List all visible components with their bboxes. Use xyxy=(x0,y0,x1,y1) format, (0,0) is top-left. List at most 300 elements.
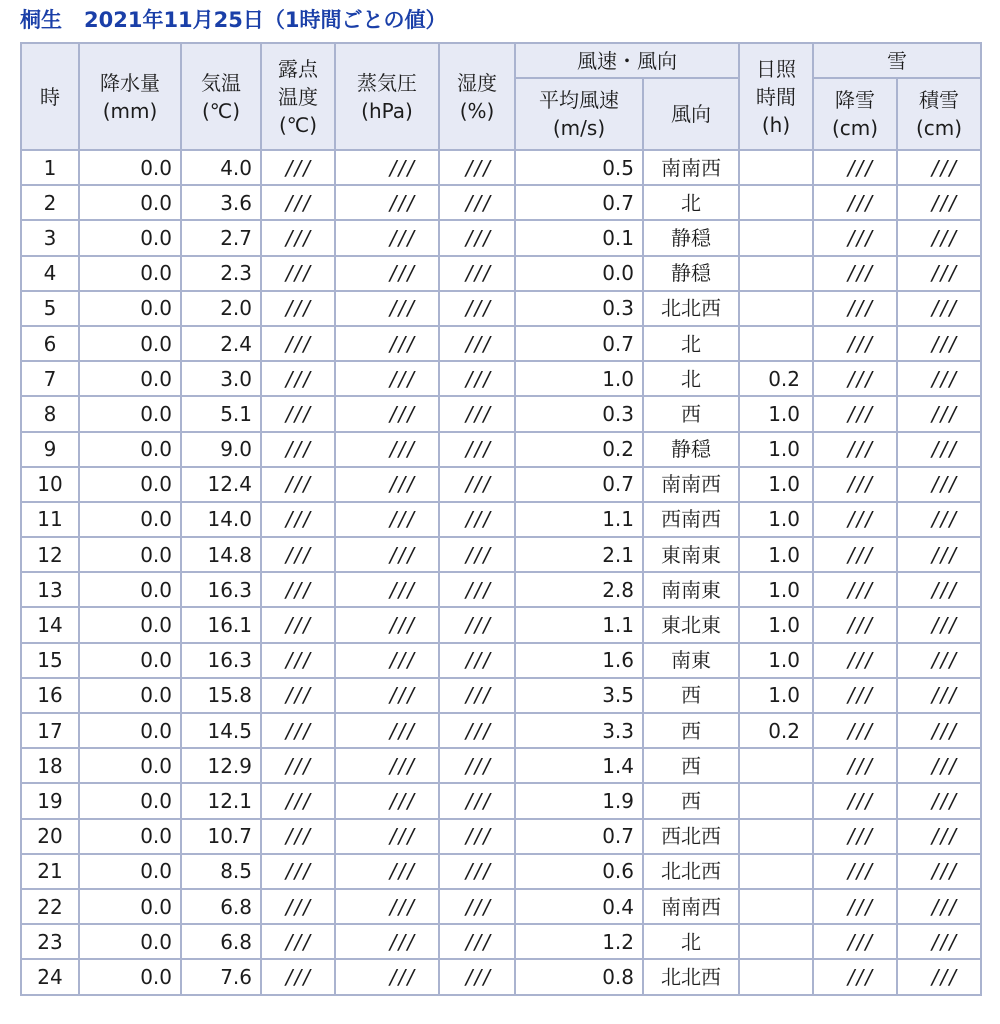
cell-wind-speed: 3.3 xyxy=(515,713,643,748)
cell-humidity: /// xyxy=(439,361,515,396)
cell-vapor-pressure: /// xyxy=(335,748,439,783)
cell-wind-direction: 西 xyxy=(643,748,739,783)
cell-precipitation: 0.0 xyxy=(79,150,181,185)
table-row xyxy=(21,291,981,326)
cell-wind-direction: 南南西 xyxy=(643,150,739,185)
cell-wind-direction: 北 xyxy=(643,185,739,220)
table-body xyxy=(21,150,981,995)
cell-hour: 22 xyxy=(21,889,79,924)
cell-wind-direction: 静穏 xyxy=(643,220,739,255)
cell-precipitation: 0.0 xyxy=(79,291,181,326)
cell-temperature: 3.0 xyxy=(181,361,261,396)
cell-snow-depth: /// xyxy=(897,185,981,220)
cell-dewpoint: /// xyxy=(261,854,335,889)
table-row xyxy=(21,643,981,678)
cell-dewpoint: /// xyxy=(261,326,335,361)
cell-snow-depth: /// xyxy=(897,678,981,713)
header-snow-depth: 積雪 (cm) xyxy=(897,78,981,150)
cell-sunshine: 0.2 xyxy=(739,361,813,396)
cell-vapor-pressure: /// xyxy=(335,326,439,361)
cell-wind-direction: 南南西 xyxy=(643,889,739,924)
cell-snowfall: /// xyxy=(813,783,897,818)
cell-humidity: /// xyxy=(439,326,515,361)
cell-hour: 16 xyxy=(21,678,79,713)
table-row xyxy=(21,607,981,642)
cell-snow-depth: /// xyxy=(897,572,981,607)
cell-dewpoint: /// xyxy=(261,467,335,502)
station-name: 桐生 xyxy=(20,8,62,32)
cell-precipitation: 0.0 xyxy=(79,819,181,854)
cell-wind-speed: 3.5 xyxy=(515,678,643,713)
table-row xyxy=(21,361,981,396)
cell-vapor-pressure: /// xyxy=(335,713,439,748)
cell-sunshine: 1.0 xyxy=(739,607,813,642)
table-row xyxy=(21,854,981,889)
cell-precipitation: 0.0 xyxy=(79,643,181,678)
cell-wind-direction: 西 xyxy=(643,783,739,818)
cell-sunshine xyxy=(739,819,813,854)
cell-snow-depth: /// xyxy=(897,291,981,326)
table-row xyxy=(21,150,981,185)
cell-snowfall: /// xyxy=(813,607,897,642)
cell-hour: 9 xyxy=(21,432,79,467)
cell-precipitation: 0.0 xyxy=(79,607,181,642)
cell-snowfall: /// xyxy=(813,396,897,431)
cell-dewpoint: /// xyxy=(261,713,335,748)
cell-sunshine: 1.0 xyxy=(739,502,813,537)
cell-hour: 21 xyxy=(21,854,79,889)
cell-wind-direction: 北北西 xyxy=(643,854,739,889)
cell-humidity: /// xyxy=(439,643,515,678)
table-row xyxy=(21,467,981,502)
cell-temperature: 9.0 xyxy=(181,432,261,467)
cell-snowfall: /// xyxy=(813,889,897,924)
cell-wind-direction: 北 xyxy=(643,924,739,959)
cell-temperature: 8.5 xyxy=(181,854,261,889)
cell-precipitation: 0.0 xyxy=(79,326,181,361)
cell-wind-direction: 南南東 xyxy=(643,572,739,607)
cell-dewpoint: /// xyxy=(261,643,335,678)
cell-wind-direction: 東南東 xyxy=(643,537,739,572)
cell-sunshine xyxy=(739,326,813,361)
table-row xyxy=(21,396,981,431)
header-humidity: 湿度 (%) xyxy=(439,43,515,150)
cell-wind-speed: 2.8 xyxy=(515,572,643,607)
cell-snow-depth: /// xyxy=(897,220,981,255)
cell-temperature: 14.0 xyxy=(181,502,261,537)
cell-wind-speed: 0.4 xyxy=(515,889,643,924)
cell-humidity: /// xyxy=(439,783,515,818)
cell-temperature: 5.1 xyxy=(181,396,261,431)
cell-vapor-pressure: /// xyxy=(335,572,439,607)
cell-precipitation: 0.0 xyxy=(79,361,181,396)
cell-temperature: 2.4 xyxy=(181,326,261,361)
cell-dewpoint: /// xyxy=(261,959,335,994)
cell-snow-depth: /// xyxy=(897,889,981,924)
cell-temperature: 14.5 xyxy=(181,713,261,748)
cell-humidity: /// xyxy=(439,889,515,924)
cell-dewpoint: /// xyxy=(261,256,335,291)
table-row xyxy=(21,678,981,713)
cell-sunshine: 1.0 xyxy=(739,467,813,502)
cell-dewpoint: /// xyxy=(261,537,335,572)
page-title xyxy=(20,4,447,36)
table-row xyxy=(21,432,981,467)
cell-snow-depth: /// xyxy=(897,713,981,748)
cell-hour: 6 xyxy=(21,326,79,361)
cell-vapor-pressure: /// xyxy=(335,502,439,537)
cell-humidity: /// xyxy=(439,713,515,748)
cell-wind-speed: 1.6 xyxy=(515,643,643,678)
cell-snow-depth: /// xyxy=(897,326,981,361)
header-snowfall: 降雪 (cm) xyxy=(813,78,897,150)
cell-hour: 11 xyxy=(21,502,79,537)
cell-humidity: /// xyxy=(439,959,515,994)
cell-hour: 8 xyxy=(21,396,79,431)
table-row xyxy=(21,783,981,818)
cell-snowfall: /// xyxy=(813,678,897,713)
cell-snowfall: /// xyxy=(813,959,897,994)
cell-precipitation: 0.0 xyxy=(79,713,181,748)
cell-vapor-pressure: /// xyxy=(335,537,439,572)
cell-wind-speed: 1.2 xyxy=(515,924,643,959)
cell-snow-depth: /// xyxy=(897,150,981,185)
cell-wind-speed: 0.8 xyxy=(515,959,643,994)
cell-temperature: 7.6 xyxy=(181,959,261,994)
cell-precipitation: 0.0 xyxy=(79,678,181,713)
cell-precipitation: 0.0 xyxy=(79,889,181,924)
cell-dewpoint: /// xyxy=(261,607,335,642)
cell-wind-speed: 1.1 xyxy=(515,502,643,537)
cell-precipitation: 0.0 xyxy=(79,432,181,467)
cell-sunshine xyxy=(739,150,813,185)
cell-dewpoint: /// xyxy=(261,572,335,607)
cell-temperature: 16.3 xyxy=(181,643,261,678)
cell-sunshine: 1.0 xyxy=(739,396,813,431)
cell-vapor-pressure: /// xyxy=(335,291,439,326)
cell-dewpoint: /// xyxy=(261,748,335,783)
cell-vapor-pressure: /// xyxy=(335,889,439,924)
cell-temperature: 6.8 xyxy=(181,924,261,959)
cell-vapor-pressure: /// xyxy=(335,185,439,220)
cell-precipitation: 0.0 xyxy=(79,185,181,220)
table-row xyxy=(21,185,981,220)
cell-sunshine xyxy=(739,959,813,994)
cell-wind-speed: 1.1 xyxy=(515,607,643,642)
cell-snowfall: /// xyxy=(813,432,897,467)
cell-snowfall: /// xyxy=(813,572,897,607)
cell-snow-depth: /// xyxy=(897,361,981,396)
cell-wind-direction: 静穏 xyxy=(643,256,739,291)
cell-hour: 7 xyxy=(21,361,79,396)
cell-snowfall: /// xyxy=(813,502,897,537)
cell-humidity: /// xyxy=(439,150,515,185)
cell-vapor-pressure: /// xyxy=(335,819,439,854)
cell-dewpoint: /// xyxy=(261,889,335,924)
cell-dewpoint: /// xyxy=(261,502,335,537)
table-row xyxy=(21,572,981,607)
cell-snowfall: /// xyxy=(813,819,897,854)
cell-snowfall: /// xyxy=(813,150,897,185)
cell-humidity: /// xyxy=(439,467,515,502)
header-wind-speed: 平均風速 (m/s) xyxy=(515,78,643,150)
cell-temperature: 12.9 xyxy=(181,748,261,783)
cell-snowfall: /// xyxy=(813,220,897,255)
cell-dewpoint: /// xyxy=(261,783,335,818)
cell-humidity: /// xyxy=(439,291,515,326)
cell-precipitation: 0.0 xyxy=(79,220,181,255)
table-row xyxy=(21,819,981,854)
cell-snow-depth: /// xyxy=(897,502,981,537)
cell-sunshine: 1.0 xyxy=(739,678,813,713)
cell-wind-direction: 北 xyxy=(643,326,739,361)
header-vapor-pressure: 蒸気圧 (hPa) xyxy=(335,43,439,150)
cell-humidity: /// xyxy=(439,924,515,959)
cell-sunshine: 1.0 xyxy=(739,643,813,678)
cell-snow-depth: /// xyxy=(897,819,981,854)
table-row xyxy=(21,326,981,361)
cell-wind-direction: 南東 xyxy=(643,643,739,678)
cell-precipitation: 0.0 xyxy=(79,502,181,537)
cell-wind-direction: 西南西 xyxy=(643,502,739,537)
cell-vapor-pressure: /// xyxy=(335,396,439,431)
cell-humidity: /// xyxy=(439,396,515,431)
cell-wind-direction: 西 xyxy=(643,396,739,431)
cell-sunshine xyxy=(739,291,813,326)
cell-dewpoint: /// xyxy=(261,924,335,959)
cell-hour: 13 xyxy=(21,572,79,607)
cell-vapor-pressure: /// xyxy=(335,783,439,818)
cell-hour: 15 xyxy=(21,643,79,678)
cell-wind-direction: 西 xyxy=(643,713,739,748)
cell-hour: 18 xyxy=(21,748,79,783)
cell-precipitation: 0.0 xyxy=(79,854,181,889)
cell-wind-speed: 0.3 xyxy=(515,396,643,431)
header-sunshine: 日照 時間 (h) xyxy=(739,43,813,150)
cell-wind-speed: 0.1 xyxy=(515,220,643,255)
cell-hour: 10 xyxy=(21,467,79,502)
cell-snow-depth: /// xyxy=(897,748,981,783)
cell-snowfall: /// xyxy=(813,643,897,678)
cell-temperature: 12.1 xyxy=(181,783,261,818)
cell-humidity: /// xyxy=(439,819,515,854)
cell-sunshine xyxy=(739,889,813,924)
cell-humidity: /// xyxy=(439,220,515,255)
cell-snow-depth: /// xyxy=(897,537,981,572)
cell-wind-direction: 北 xyxy=(643,361,739,396)
cell-wind-direction: 南南西 xyxy=(643,467,739,502)
cell-snowfall: /// xyxy=(813,924,897,959)
date-title: 2021年11月25日（1時間ごとの値） xyxy=(84,8,447,32)
cell-temperature: 2.0 xyxy=(181,291,261,326)
cell-snow-depth: /// xyxy=(897,432,981,467)
table-row xyxy=(21,713,981,748)
cell-snow-depth: /// xyxy=(897,924,981,959)
cell-dewpoint: /// xyxy=(261,432,335,467)
cell-sunshine: 1.0 xyxy=(739,537,813,572)
cell-humidity: /// xyxy=(439,432,515,467)
cell-snow-depth: /// xyxy=(897,783,981,818)
cell-sunshine xyxy=(739,220,813,255)
cell-sunshine xyxy=(739,783,813,818)
cell-hour: 4 xyxy=(21,256,79,291)
table-row xyxy=(21,256,981,291)
cell-snow-depth: /// xyxy=(897,607,981,642)
cell-snowfall: /// xyxy=(813,713,897,748)
hourly-observation-table xyxy=(20,42,982,996)
cell-precipitation: 0.0 xyxy=(79,783,181,818)
header-dewpoint: 露点 温度 (℃) xyxy=(261,43,335,150)
cell-sunshine: 1.0 xyxy=(739,432,813,467)
cell-vapor-pressure: /// xyxy=(335,432,439,467)
cell-hour: 24 xyxy=(21,959,79,994)
cell-hour: 19 xyxy=(21,783,79,818)
cell-temperature: 3.6 xyxy=(181,185,261,220)
cell-vapor-pressure: /// xyxy=(335,959,439,994)
cell-snowfall: /// xyxy=(813,537,897,572)
cell-snowfall: /// xyxy=(813,854,897,889)
header-wind-group: 風速・風向 xyxy=(515,43,739,78)
header-precipitation: 降水量 (mm) xyxy=(79,43,181,150)
cell-humidity: /// xyxy=(439,256,515,291)
cell-hour: 5 xyxy=(21,291,79,326)
table-row xyxy=(21,924,981,959)
cell-vapor-pressure: /// xyxy=(335,643,439,678)
cell-sunshine xyxy=(739,748,813,783)
cell-temperature: 16.1 xyxy=(181,607,261,642)
cell-dewpoint: /// xyxy=(261,361,335,396)
cell-hour: 12 xyxy=(21,537,79,572)
cell-dewpoint: /// xyxy=(261,819,335,854)
cell-snow-depth: /// xyxy=(897,854,981,889)
cell-sunshine xyxy=(739,185,813,220)
cell-temperature: 2.3 xyxy=(181,256,261,291)
cell-wind-speed: 1.9 xyxy=(515,783,643,818)
table-header xyxy=(21,43,981,150)
cell-temperature: 2.7 xyxy=(181,220,261,255)
cell-precipitation: 0.0 xyxy=(79,537,181,572)
cell-temperature: 15.8 xyxy=(181,678,261,713)
cell-humidity: /// xyxy=(439,502,515,537)
cell-dewpoint: /// xyxy=(261,678,335,713)
cell-sunshine: 1.0 xyxy=(739,572,813,607)
cell-wind-direction: 静穏 xyxy=(643,432,739,467)
cell-precipitation: 0.0 xyxy=(79,748,181,783)
cell-dewpoint: /// xyxy=(261,396,335,431)
cell-humidity: /// xyxy=(439,607,515,642)
cell-dewpoint: /// xyxy=(261,150,335,185)
cell-hour: 2 xyxy=(21,185,79,220)
table-row xyxy=(21,889,981,924)
cell-sunshine xyxy=(739,256,813,291)
cell-wind-speed: 0.6 xyxy=(515,854,643,889)
cell-wind-speed: 0.7 xyxy=(515,185,643,220)
header-snow-group: 雪 xyxy=(813,43,981,78)
cell-humidity: /// xyxy=(439,678,515,713)
cell-vapor-pressure: /// xyxy=(335,854,439,889)
cell-temperature: 6.8 xyxy=(181,889,261,924)
cell-precipitation: 0.0 xyxy=(79,959,181,994)
cell-snowfall: /// xyxy=(813,467,897,502)
table-row xyxy=(21,959,981,994)
cell-precipitation: 0.0 xyxy=(79,396,181,431)
cell-wind-speed: 0.2 xyxy=(515,432,643,467)
cell-hour: 20 xyxy=(21,819,79,854)
table-row xyxy=(21,502,981,537)
cell-hour: 23 xyxy=(21,924,79,959)
cell-wind-direction: 北北西 xyxy=(643,291,739,326)
cell-vapor-pressure: /// xyxy=(335,924,439,959)
cell-precipitation: 0.0 xyxy=(79,572,181,607)
cell-temperature: 14.8 xyxy=(181,537,261,572)
cell-humidity: /// xyxy=(439,748,515,783)
cell-precipitation: 0.0 xyxy=(79,467,181,502)
cell-snow-depth: /// xyxy=(897,396,981,431)
cell-dewpoint: /// xyxy=(261,220,335,255)
cell-hour: 3 xyxy=(21,220,79,255)
header-wind-direction: 風向 xyxy=(643,78,739,150)
cell-precipitation: 0.0 xyxy=(79,256,181,291)
cell-wind-speed: 2.1 xyxy=(515,537,643,572)
cell-wind-speed: 0.3 xyxy=(515,291,643,326)
cell-snowfall: /// xyxy=(813,256,897,291)
cell-snowfall: /// xyxy=(813,748,897,783)
cell-hour: 14 xyxy=(21,607,79,642)
cell-humidity: /// xyxy=(439,854,515,889)
cell-wind-speed: 0.5 xyxy=(515,150,643,185)
cell-wind-speed: 0.7 xyxy=(515,467,643,502)
table-row xyxy=(21,220,981,255)
cell-snow-depth: /// xyxy=(897,959,981,994)
cell-wind-direction: 東北東 xyxy=(643,607,739,642)
cell-hour: 17 xyxy=(21,713,79,748)
cell-sunshine xyxy=(739,854,813,889)
cell-snowfall: /// xyxy=(813,291,897,326)
cell-temperature: 12.4 xyxy=(181,467,261,502)
cell-vapor-pressure: /// xyxy=(335,150,439,185)
cell-wind-speed: 0.7 xyxy=(515,326,643,361)
cell-humidity: /// xyxy=(439,185,515,220)
cell-wind-direction: 西北西 xyxy=(643,819,739,854)
cell-hour: 1 xyxy=(21,150,79,185)
cell-vapor-pressure: /// xyxy=(335,220,439,255)
cell-temperature: 4.0 xyxy=(181,150,261,185)
cell-sunshine xyxy=(739,924,813,959)
cell-wind-direction: 北北西 xyxy=(643,959,739,994)
cell-humidity: /// xyxy=(439,537,515,572)
cell-wind-speed: 0.7 xyxy=(515,819,643,854)
cell-snow-depth: /// xyxy=(897,256,981,291)
cell-wind-speed: 0.0 xyxy=(515,256,643,291)
table-row xyxy=(21,748,981,783)
cell-wind-speed: 1.4 xyxy=(515,748,643,783)
cell-temperature: 16.3 xyxy=(181,572,261,607)
cell-sunshine: 0.2 xyxy=(739,713,813,748)
cell-dewpoint: /// xyxy=(261,291,335,326)
cell-humidity: /// xyxy=(439,572,515,607)
header-temperature: 気温 (℃) xyxy=(181,43,261,150)
cell-wind-speed: 1.0 xyxy=(515,361,643,396)
cell-snow-depth: /// xyxy=(897,467,981,502)
cell-vapor-pressure: /// xyxy=(335,361,439,396)
table-row xyxy=(21,537,981,572)
cell-snow-depth: /// xyxy=(897,643,981,678)
cell-vapor-pressure: /// xyxy=(335,467,439,502)
cell-wind-direction: 西 xyxy=(643,678,739,713)
cell-vapor-pressure: /// xyxy=(335,607,439,642)
cell-snowfall: /// xyxy=(813,185,897,220)
cell-vapor-pressure: /// xyxy=(335,256,439,291)
